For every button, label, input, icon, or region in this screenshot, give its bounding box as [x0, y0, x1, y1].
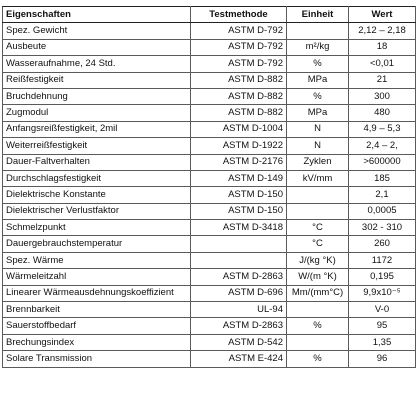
cell-unit: kV/mm — [287, 170, 349, 186]
table-row — [3, 302, 416, 318]
cell-unit: N — [287, 121, 349, 137]
cell-test-method: ASTM D-1004 — [191, 121, 287, 137]
cell-property: Dauer-Faltverhalten — [3, 154, 191, 170]
table-row — [3, 72, 416, 88]
table-row — [3, 88, 416, 104]
table-row — [3, 23, 416, 39]
cell-value: 0,195 — [349, 269, 416, 285]
cell-test-method: ASTM D-3418 — [191, 220, 287, 236]
cell-unit — [287, 187, 349, 203]
cell-property: Durchschlagsfestigkeit — [3, 170, 191, 186]
cell-value: 1,35 — [349, 334, 416, 350]
table-row — [3, 285, 416, 301]
cell-test-method — [191, 236, 287, 252]
cell-test-method: ASTM D-149 — [191, 170, 287, 186]
header-value: Wert — [349, 7, 416, 23]
cell-value: 21 — [349, 72, 416, 88]
cell-value: 18 — [349, 39, 416, 55]
cell-value: 480 — [349, 105, 416, 121]
cell-value: 1172 — [349, 252, 416, 268]
header-property: Eigenschaften — [3, 7, 191, 23]
cell-value: 300 — [349, 88, 416, 104]
cell-test-method — [191, 252, 287, 268]
cell-test-method: ASTM D-792 — [191, 39, 287, 55]
cell-unit — [287, 203, 349, 219]
cell-unit: % — [287, 56, 349, 72]
cell-property: Weiterreißfestigkeit — [3, 138, 191, 154]
cell-property: Brechungsindex — [3, 334, 191, 350]
cell-unit: °C — [287, 236, 349, 252]
cell-value: 4,9 – 5,3 — [349, 121, 416, 137]
cell-value: 2,12 – 2,18 — [349, 23, 416, 39]
table-row — [3, 138, 416, 154]
table-row — [3, 318, 416, 334]
cell-test-method: UL-94 — [191, 302, 287, 318]
cell-value: 2,4 – 2, — [349, 138, 416, 154]
cell-test-method: ASTM D-882 — [191, 72, 287, 88]
cell-value: 0,0005 — [349, 203, 416, 219]
cell-property: Sauerstoffbedarf — [3, 318, 191, 334]
header-unit: Einheit — [287, 7, 349, 23]
cell-test-method: ASTM D-792 — [191, 23, 287, 39]
table-row — [3, 56, 416, 72]
cell-unit: m²/kg — [287, 39, 349, 55]
cell-test-method: ASTM D-792 — [191, 56, 287, 72]
cell-value: 302 - 310 — [349, 220, 416, 236]
table-row — [3, 334, 416, 350]
table-row — [3, 236, 416, 252]
cell-test-method: ASTM D-1922 — [191, 138, 287, 154]
cell-test-method: ASTM D-882 — [191, 88, 287, 104]
cell-value: 95 — [349, 318, 416, 334]
cell-property: Bruchdehnung — [3, 88, 191, 104]
cell-value: 185 — [349, 170, 416, 186]
cell-property: Schmelzpunkt — [3, 220, 191, 236]
cell-property: Dielektrischer Verlustfaktor — [3, 203, 191, 219]
table-row — [3, 351, 416, 367]
cell-test-method: ASTM D-150 — [191, 203, 287, 219]
table-row — [3, 220, 416, 236]
cell-test-method: ASTM D-696 — [191, 285, 287, 301]
cell-unit: J/(kg °K) — [287, 252, 349, 268]
cell-property: Solare Transmission — [3, 351, 191, 367]
cell-value: 96 — [349, 351, 416, 367]
cell-unit: MPa — [287, 105, 349, 121]
cell-property: Reißfestigkeit — [3, 72, 191, 88]
cell-property: Spez. Wärme — [3, 252, 191, 268]
table-row — [3, 154, 416, 170]
cell-value: 2,1 — [349, 187, 416, 203]
table-row — [3, 39, 416, 55]
cell-value: 260 — [349, 236, 416, 252]
header-test-method: Testmethode — [191, 7, 287, 23]
cell-value: <0,01 — [349, 56, 416, 72]
cell-property: Dielektrische Konstante — [3, 187, 191, 203]
cell-unit — [287, 334, 349, 350]
cell-test-method: ASTM E-424 — [191, 351, 287, 367]
cell-unit: % — [287, 318, 349, 334]
table-row — [3, 187, 416, 203]
cell-property: Linearer Wärmeausdehnungskoeffizient — [3, 285, 191, 301]
cell-property: Spez. Gewicht — [3, 23, 191, 39]
cell-property: Wärmeleitzahl — [3, 269, 191, 285]
cell-test-method: ASTM D-2863 — [191, 318, 287, 334]
cell-property: Ausbeute — [3, 39, 191, 55]
table-row — [3, 170, 416, 186]
cell-test-method: ASTM D-882 — [191, 105, 287, 121]
cell-unit: °C — [287, 220, 349, 236]
cell-unit: Mm/(mm°C) — [287, 285, 349, 301]
cell-property: Zugmodul — [3, 105, 191, 121]
table-row — [3, 105, 416, 121]
cell-test-method: ASTM D-542 — [191, 334, 287, 350]
properties-table — [2, 6, 416, 368]
cell-property: Anfangsreißfestigkeit, 2mil — [3, 121, 191, 137]
cell-unit — [287, 302, 349, 318]
table-body — [3, 23, 416, 367]
cell-unit: MPa — [287, 72, 349, 88]
table-row — [3, 269, 416, 285]
cell-value: V-0 — [349, 302, 416, 318]
cell-unit — [287, 23, 349, 39]
cell-property: Dauergebrauchstemperatur — [3, 236, 191, 252]
cell-property: Wasseraufnahme, 24 Std. — [3, 56, 191, 72]
table-row — [3, 203, 416, 219]
cell-property: Brennbarkeit — [3, 302, 191, 318]
table-header-row — [3, 7, 416, 23]
cell-test-method: ASTM D-2176 — [191, 154, 287, 170]
cell-unit: W/(m °K) — [287, 269, 349, 285]
cell-test-method: ASTM D-2863 — [191, 269, 287, 285]
cell-unit: Zyklen — [287, 154, 349, 170]
cell-value: >600000 — [349, 154, 416, 170]
cell-value: 9,9x10⁻⁵ — [349, 285, 416, 301]
table-row — [3, 121, 416, 137]
cell-unit: % — [287, 351, 349, 367]
cell-test-method: ASTM D-150 — [191, 187, 287, 203]
table-row — [3, 252, 416, 268]
cell-unit: % — [287, 88, 349, 104]
cell-unit: N — [287, 138, 349, 154]
